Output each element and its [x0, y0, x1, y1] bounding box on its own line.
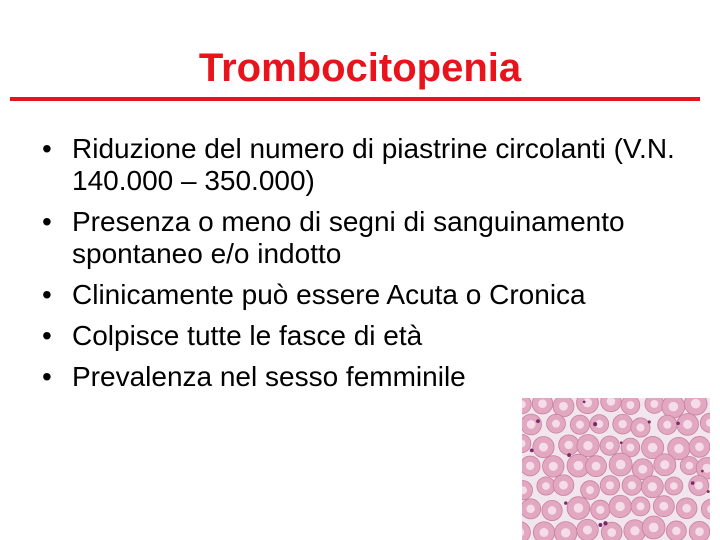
blood-smear-icon — [522, 398, 710, 540]
red-blood-cell — [559, 435, 579, 455]
slide-title: Trombocitopenia — [198, 46, 522, 90]
title-underline — [10, 97, 700, 101]
bullet-text: Clinicamente può essere Acuta o Cronica — [72, 279, 586, 310]
red-blood-cell — [645, 398, 664, 413]
red-blood-cell — [658, 415, 677, 434]
bullet-list — [42, 133, 702, 402]
bullet-item — [42, 320, 702, 352]
platelet — [536, 419, 540, 423]
red-blood-cell — [522, 456, 540, 476]
red-blood-cell — [591, 500, 610, 519]
red-blood-cell — [631, 497, 650, 516]
platelet — [701, 470, 704, 473]
red-blood-cell — [676, 498, 697, 519]
bullet-item — [42, 361, 702, 393]
platelet — [598, 523, 602, 527]
red-blood-cell — [654, 454, 676, 476]
red-blood-cell — [680, 457, 698, 475]
platelet — [648, 420, 651, 423]
red-blood-cell — [689, 436, 710, 457]
platelet — [676, 422, 679, 425]
bullet-item — [42, 279, 702, 311]
red-blood-cell — [581, 481, 600, 500]
red-blood-cell — [631, 418, 650, 437]
red-blood-cell — [522, 499, 541, 519]
bullet-item — [42, 206, 702, 270]
red-blood-cell — [577, 519, 599, 540]
red-blood-cell — [666, 521, 686, 540]
platelet — [530, 449, 534, 453]
red-blood-cell — [622, 475, 642, 495]
red-blood-cell — [600, 436, 619, 455]
bullet-dot: • — [42, 279, 52, 310]
red-blood-cell — [532, 398, 553, 414]
red-blood-cell — [567, 497, 590, 520]
bullet-dot: • — [42, 206, 52, 237]
blood-smear-image — [522, 398, 710, 540]
bullet-text: Prevalenza nel sesso femminile — [72, 361, 466, 392]
platelet — [620, 441, 623, 444]
red-blood-cell — [522, 414, 542, 435]
red-blood-cell — [590, 415, 609, 434]
red-blood-cell — [586, 456, 607, 477]
red-blood-cell — [577, 435, 599, 457]
bullet-text: Riduzione del numero di piastrine circolanti (V.N. 140.000 – 350.000) — [72, 133, 675, 196]
red-blood-cell — [677, 414, 699, 436]
platelet — [707, 490, 710, 493]
red-blood-cell — [609, 453, 632, 476]
red-blood-cell — [653, 496, 674, 517]
red-blood-cell — [537, 477, 555, 495]
red-blood-cell — [542, 500, 562, 520]
platelet — [567, 453, 571, 457]
red-blood-cell — [621, 398, 640, 414]
red-blood-cell — [609, 495, 631, 517]
platelet — [583, 401, 586, 404]
red-blood-cell — [533, 522, 554, 540]
red-blood-cell — [641, 476, 663, 498]
red-blood-cell — [689, 521, 710, 540]
red-blood-cell — [543, 456, 564, 477]
bullet-dot: • — [42, 320, 52, 351]
platelet — [603, 521, 607, 525]
platelet — [593, 422, 597, 426]
red-blood-cell — [533, 436, 554, 457]
bullet-text: Presenza o meno di segni di sanguinamento spontaneo e/o indotto — [72, 206, 625, 269]
red-blood-cell — [553, 475, 574, 496]
red-blood-cell — [642, 516, 665, 539]
red-blood-cell — [555, 522, 577, 540]
red-blood-cell — [665, 477, 683, 495]
bullet-item — [42, 133, 702, 197]
red-blood-cell — [547, 414, 566, 433]
bullet-text: Colpisce tutte le fasce di età — [72, 320, 423, 351]
red-blood-cell — [613, 414, 633, 434]
platelet — [691, 481, 695, 485]
platelet — [564, 501, 567, 504]
bullet-dot: • — [42, 361, 52, 392]
red-blood-cell — [600, 476, 619, 495]
red-blood-cell — [570, 415, 589, 434]
red-blood-cell — [689, 476, 709, 496]
bullet-dot: • — [42, 133, 52, 164]
